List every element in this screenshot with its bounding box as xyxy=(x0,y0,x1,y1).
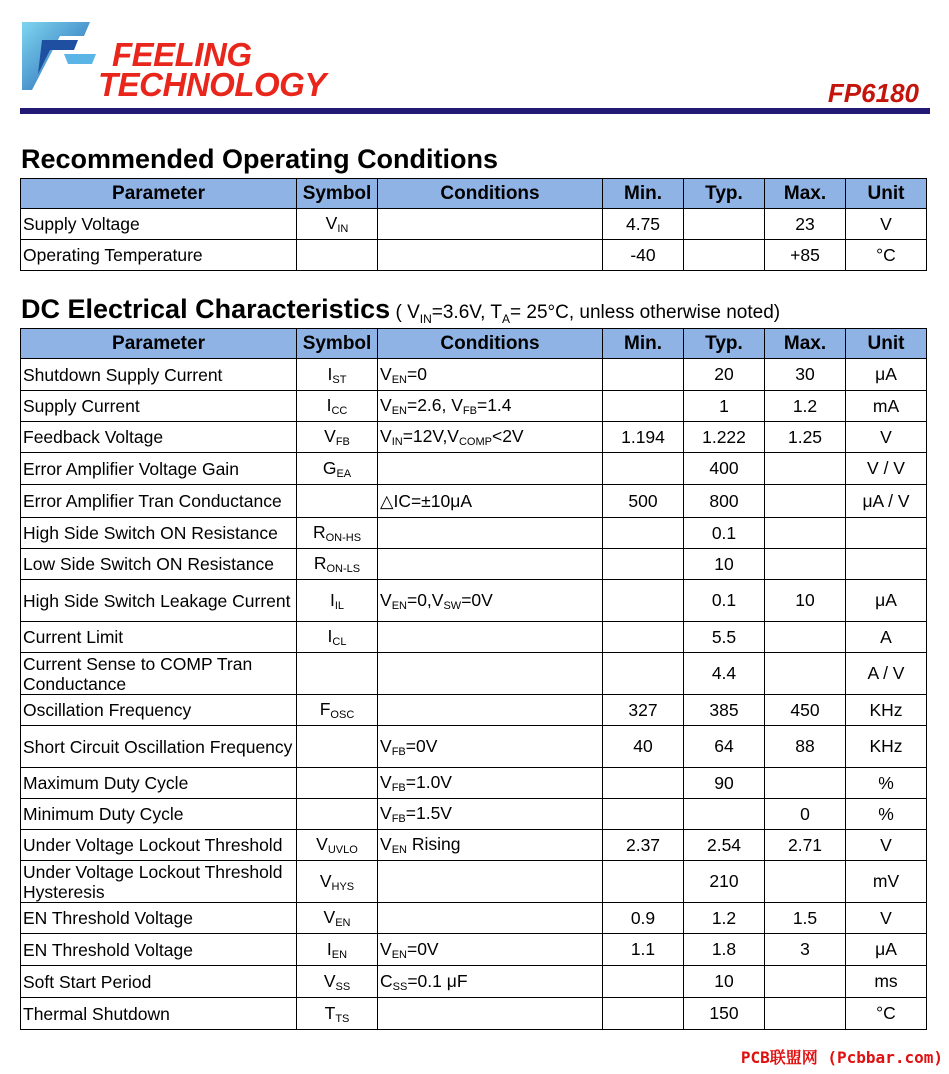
min-cell xyxy=(603,622,684,653)
symbol-cell: $T_{TS}$ xyxy=(297,998,378,1030)
conditions-cell xyxy=(378,622,603,653)
unit-cell: μA / V xyxy=(846,485,927,518)
symbol-cell: $R_{ON-LS}$ xyxy=(297,549,378,580)
typ-cell: 150 xyxy=(684,998,765,1030)
dc-header-row xyxy=(21,329,927,359)
typ-cell: 90 xyxy=(684,768,765,799)
parameter-cell: Minimum Duty Cycle xyxy=(21,799,297,830)
unit-cell: ms xyxy=(846,966,927,998)
dc-title-text: DC Electrical Characteristics xyxy=(21,294,391,324)
conditions-cell: $V_{EN}=0V$ xyxy=(378,934,603,966)
symbol-cell: $F_{OSC}$ xyxy=(297,695,378,726)
table-row xyxy=(21,934,927,966)
symbol-cell: $V_{SS}$ xyxy=(297,966,378,998)
table-row xyxy=(21,726,927,768)
logo-line-2: TECHNOLOGY xyxy=(98,66,326,103)
conditions-cell xyxy=(378,861,603,903)
column-header-typ: Typ. xyxy=(684,329,765,359)
min-cell xyxy=(603,453,684,485)
min-cell xyxy=(603,518,684,549)
min-cell: 500 xyxy=(603,485,684,518)
symbol-subscript: ON-HS xyxy=(325,532,362,544)
symbol-subscript: UVLO xyxy=(327,844,358,856)
max-cell: 0 xyxy=(765,799,846,830)
min-cell: -40 xyxy=(603,240,684,271)
symbol-subscript: ST xyxy=(332,373,347,386)
condition-subscript: EN xyxy=(391,948,407,961)
condition-subscript: EN xyxy=(391,405,407,417)
parameter-cell: Feedback Voltage xyxy=(21,422,297,453)
typ-cell xyxy=(684,240,765,271)
column-header-typ: Typ. xyxy=(684,179,765,209)
symbol-cell: $I_{EN}$ xyxy=(297,934,378,966)
conditions-cell: $V_{IN}=12V,V_{COMP}<2V$ xyxy=(378,422,603,453)
symbol-subscript: EA xyxy=(336,467,352,480)
typ-cell: 210 xyxy=(684,861,765,903)
max-cell: 2.71 xyxy=(765,830,846,861)
conditions-cell: $V_{EN}$ Rising xyxy=(378,830,603,861)
unit-cell: μA xyxy=(846,934,927,966)
column-header-parameter: Parameter xyxy=(21,329,297,359)
typ-cell: 0.1 xyxy=(684,580,765,622)
min-cell: 0.9 xyxy=(603,903,684,934)
max-cell xyxy=(765,453,846,485)
table-row xyxy=(21,966,927,998)
table-row xyxy=(21,453,927,485)
typ-cell xyxy=(684,799,765,830)
unit-cell: KHz xyxy=(846,726,927,768)
typ-cell: 64 xyxy=(684,726,765,768)
conditions-cell: $V_{FB}=1.0V$ xyxy=(378,768,603,799)
condition-subscript: FB xyxy=(391,745,406,758)
max-cell xyxy=(765,653,846,695)
min-cell xyxy=(603,391,684,422)
conditions-cell: $V_{EN}=0,V_{SW}=0V$ xyxy=(378,580,603,622)
dc-table xyxy=(20,328,927,1030)
min-cell: 1.1 xyxy=(603,934,684,966)
symbol-cell: $I_{ST}$ xyxy=(297,359,378,391)
parameter-cell: EN Threshold Voltage xyxy=(21,934,297,966)
column-header-conditions: Conditions xyxy=(378,179,603,209)
condition-subscript: IN xyxy=(391,436,403,448)
min-cell xyxy=(603,359,684,391)
condition-subscript: SW xyxy=(443,599,462,612)
min-cell: 2.37 xyxy=(603,830,684,861)
table-row xyxy=(21,622,927,653)
conditions-cell xyxy=(378,209,603,240)
condition-subscript: SS xyxy=(392,980,408,993)
max-cell: 450 xyxy=(765,695,846,726)
min-cell xyxy=(603,549,684,580)
symbol-cell xyxy=(297,653,378,695)
parameter-cell: Shutdown Supply Current xyxy=(21,359,297,391)
conditions-cell: $V_{EN}=0$ xyxy=(378,359,603,391)
roc-header-row xyxy=(21,179,927,209)
parameter-cell: Error Amplifier Tran Conductance xyxy=(21,485,297,518)
typ-cell: 1.2 xyxy=(684,903,765,934)
parameter-cell: Current Sense to COMP Tran Conductance xyxy=(21,653,297,695)
max-cell: 3 xyxy=(765,934,846,966)
max-cell xyxy=(765,966,846,998)
unit-cell: V xyxy=(846,903,927,934)
conditions-cell: $C_{SS}=0.1$ μF xyxy=(378,966,603,998)
conditions-cell: △IC=±10μA xyxy=(378,485,603,518)
conditions-cell xyxy=(378,453,603,485)
symbol-subscript: OSC xyxy=(330,709,355,721)
column-header-symbol: Symbol xyxy=(297,329,378,359)
parameter-cell: EN Threshold Voltage xyxy=(21,903,297,934)
symbol-cell xyxy=(297,799,378,830)
symbol-subscript: TS xyxy=(335,1012,350,1025)
column-header-symbol: Symbol xyxy=(297,179,378,209)
table-row xyxy=(21,549,927,580)
symbol-subscript: SS xyxy=(335,980,351,993)
conditions-cell xyxy=(378,549,603,580)
conditions-cell xyxy=(378,653,603,695)
symbol-subscript: HYS xyxy=(331,880,355,893)
typ-cell: 385 xyxy=(684,695,765,726)
symbol-cell: $I_{IL}$ xyxy=(297,580,378,622)
max-cell: 1.5 xyxy=(765,903,846,934)
unit-cell xyxy=(846,549,927,580)
symbol-subscript: FB xyxy=(335,436,350,448)
typ-cell: 10 xyxy=(684,966,765,998)
typ-cell: 20 xyxy=(684,359,765,391)
max-cell xyxy=(765,622,846,653)
symbol-cell xyxy=(297,240,378,271)
column-header-conditions: Conditions xyxy=(378,329,603,359)
condition-subscript: EN xyxy=(391,599,407,612)
symbol-cell: $V_{HYS}$ xyxy=(297,861,378,903)
typ-cell xyxy=(684,209,765,240)
min-cell: 40 xyxy=(603,726,684,768)
max-cell: 30 xyxy=(765,359,846,391)
parameter-cell: Oscillation Frequency xyxy=(21,695,297,726)
symbol-cell xyxy=(297,485,378,518)
symbol-cell: $V_{EN}$ xyxy=(297,903,378,934)
table-row xyxy=(21,903,927,934)
table-row xyxy=(21,695,927,726)
min-cell xyxy=(603,998,684,1030)
max-cell xyxy=(765,549,846,580)
symbol-subscript: IL xyxy=(334,599,345,612)
min-cell xyxy=(603,768,684,799)
table-row xyxy=(21,391,927,422)
parameter-cell: Maximum Duty Cycle xyxy=(21,768,297,799)
min-cell: 4.75 xyxy=(603,209,684,240)
table-row xyxy=(21,422,927,453)
column-header-unit: Unit xyxy=(846,179,927,209)
unit-cell: mA xyxy=(846,391,927,422)
symbol-cell: $G_{EA}$ xyxy=(297,453,378,485)
watermark: PCB联盟网 (Pcbbar.com) xyxy=(740,1048,943,1067)
typ-cell: 1.222 xyxy=(684,422,765,453)
parameter-cell: Current Limit xyxy=(21,622,297,653)
symbol-cell: $V_{IN}$ xyxy=(297,209,378,240)
parameter-cell: High Side Switch Leakage Current xyxy=(21,580,297,622)
column-header-max: Max. xyxy=(765,329,846,359)
typ-cell: 1.8 xyxy=(684,934,765,966)
min-cell xyxy=(603,799,684,830)
roc-table xyxy=(20,178,927,271)
conditions-cell xyxy=(378,998,603,1030)
unit-cell: V xyxy=(846,422,927,453)
max-cell xyxy=(765,998,846,1030)
unit-cell: V xyxy=(846,209,927,240)
unit-cell: V xyxy=(846,830,927,861)
unit-cell xyxy=(846,518,927,549)
unit-cell: V / V xyxy=(846,453,927,485)
conditions-cell: $V_{EN}=2.6$, $V_{FB}=1.4$ xyxy=(378,391,603,422)
parameter-cell: Short Circuit Oscillation Frequency xyxy=(21,726,297,768)
parameter-cell: Error Amplifier Voltage Gain xyxy=(21,453,297,485)
parameter-cell: Soft Start Period xyxy=(21,966,297,998)
unit-cell: μA xyxy=(846,580,927,622)
header-divider xyxy=(20,108,930,114)
company-logo xyxy=(20,18,330,103)
max-cell xyxy=(765,861,846,903)
column-header-min: Min. xyxy=(603,179,684,209)
conditions-cell xyxy=(378,518,603,549)
symbol-subscript: EN xyxy=(335,917,351,929)
dc-title xyxy=(21,294,780,326)
dc-title-note: ( $V_{IN}=3.6V$, $T_A= 25^\circ C$, unless otherwise noted) xyxy=(390,302,781,326)
min-cell xyxy=(603,861,684,903)
table-row xyxy=(21,240,927,271)
conditions-cell: $V_{FB}=0V$ xyxy=(378,726,603,768)
symbol-cell xyxy=(297,768,378,799)
symbol-subscript: CL xyxy=(332,636,347,648)
conditions-cell xyxy=(378,695,603,726)
unit-cell: °C xyxy=(846,998,927,1030)
typ-cell: 400 xyxy=(684,453,765,485)
table-row xyxy=(21,580,927,622)
column-header-max: Max. xyxy=(765,179,846,209)
table-row xyxy=(21,209,927,240)
parameter-cell: Supply Current xyxy=(21,391,297,422)
column-header-unit: Unit xyxy=(846,329,927,359)
min-cell: 327 xyxy=(603,695,684,726)
parameter-cell: Supply Voltage xyxy=(21,209,297,240)
table-row xyxy=(21,830,927,861)
typ-cell: 800 xyxy=(684,485,765,518)
parameter-cell: High Side Switch ON Resistance xyxy=(21,518,297,549)
symbol-cell: $R_{ON-HS}$ xyxy=(297,518,378,549)
max-cell: +85 xyxy=(765,240,846,271)
table-row xyxy=(21,799,927,830)
symbol-subscript: ON-LS xyxy=(326,563,361,575)
parameter-cell: Low Side Switch ON Resistance xyxy=(21,549,297,580)
max-cell: 23 xyxy=(765,209,846,240)
symbol-cell: $I_{CC}$ xyxy=(297,391,378,422)
max-cell xyxy=(765,485,846,518)
typ-cell: 0.1 xyxy=(684,518,765,549)
max-cell: 10 xyxy=(765,580,846,622)
table-row xyxy=(21,998,927,1030)
condition-subscript: FB xyxy=(391,782,406,794)
condition-subscript: EN xyxy=(391,844,407,856)
table-row xyxy=(21,518,927,549)
unit-cell: A / V xyxy=(846,653,927,695)
symbol-cell: $I_{CL}$ xyxy=(297,622,378,653)
table-row xyxy=(21,359,927,391)
symbol-cell: $V_{UVLO}$ xyxy=(297,830,378,861)
unit-cell: °C xyxy=(846,240,927,271)
symbol-subscript: CC xyxy=(331,405,348,417)
logo-mark-icon xyxy=(20,18,110,94)
typ-cell: 2.54 xyxy=(684,830,765,861)
typ-cell: 5.5 xyxy=(684,622,765,653)
symbol-subscript: EN xyxy=(331,948,348,961)
max-cell: 88 xyxy=(765,726,846,768)
condition-subscript: FB xyxy=(462,405,477,417)
unit-cell: % xyxy=(846,768,927,799)
min-cell: 1.194 xyxy=(603,422,684,453)
unit-cell: μA xyxy=(846,359,927,391)
typ-cell: 10 xyxy=(684,549,765,580)
max-cell: 1.2 xyxy=(765,391,846,422)
parameter-cell: Under Voltage Lockout Threshold Hysteresis xyxy=(21,861,297,903)
table-row xyxy=(21,861,927,903)
part-number: FP6180 xyxy=(827,78,919,108)
parameter-cell: Under Voltage Lockout Threshold xyxy=(21,830,297,861)
max-cell xyxy=(765,768,846,799)
typ-cell: 4.4 xyxy=(684,653,765,695)
column-header-parameter: Parameter xyxy=(21,179,297,209)
parameter-cell: Operating Temperature xyxy=(21,240,297,271)
parameter-cell: Thermal Shutdown xyxy=(21,998,297,1030)
column-header-min: Min. xyxy=(603,329,684,359)
condition-subscript: COMP xyxy=(458,436,492,448)
min-cell xyxy=(603,653,684,695)
unit-cell: % xyxy=(846,799,927,830)
condition-subscript: EN xyxy=(391,373,407,386)
min-cell xyxy=(603,966,684,998)
symbol-cell: $V_{FB}$ xyxy=(297,422,378,453)
symbol-subscript: IN xyxy=(337,223,349,235)
table-row xyxy=(21,768,927,799)
conditions-cell xyxy=(378,240,603,271)
unit-cell: A xyxy=(846,622,927,653)
roc-title: Recommended Operating Conditions xyxy=(21,144,499,174)
max-cell: 1.25 xyxy=(765,422,846,453)
typ-cell: 1 xyxy=(684,391,765,422)
unit-cell: mV xyxy=(846,861,927,903)
symbol-cell xyxy=(297,726,378,768)
logo-line-1: FEELING xyxy=(112,36,252,73)
conditions-cell xyxy=(378,903,603,934)
unit-cell: KHz xyxy=(846,695,927,726)
conditions-cell: $V_{FB}=1.5V$ xyxy=(378,799,603,830)
table-row xyxy=(21,653,927,695)
max-cell xyxy=(765,518,846,549)
min-cell xyxy=(603,580,684,622)
table-row xyxy=(21,485,927,518)
condition-subscript: FB xyxy=(391,813,406,825)
